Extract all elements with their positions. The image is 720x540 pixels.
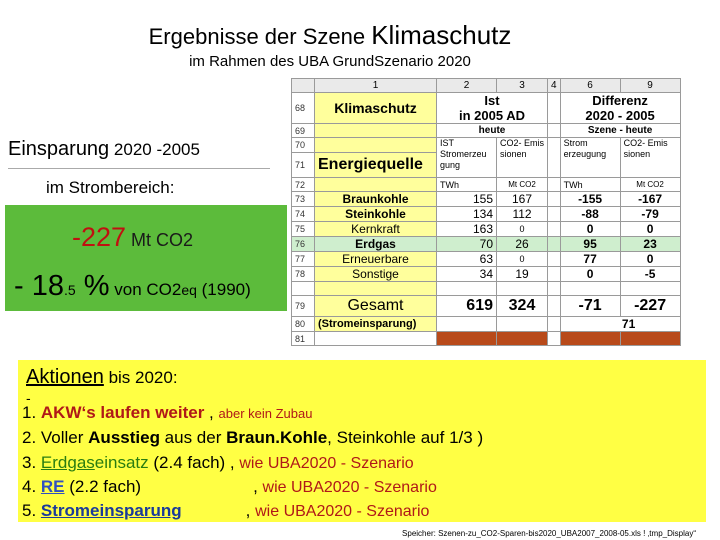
- total-row: [292, 296, 681, 317]
- aktionen-dot: -: [26, 390, 31, 406]
- diff-twh: -88: [560, 207, 620, 222]
- pct-eq: eq: [181, 282, 197, 298]
- diff-co2: -5: [620, 267, 680, 282]
- ist-strom-c: gung: [440, 160, 461, 170]
- table-row: [292, 267, 681, 282]
- empty-cell: [560, 282, 620, 296]
- slide-subtitle: im Rahmen des UBA GrundSzenario 2020: [189, 53, 471, 70]
- pct-sign: %: [75, 270, 110, 302]
- aktion-item-2: [22, 428, 483, 448]
- aktionen-title-rest: bis 2020:: [103, 368, 178, 387]
- aktion-num: 4.: [22, 477, 41, 496]
- co2-b: sionen: [500, 149, 527, 159]
- source-name: Erdgas: [315, 237, 437, 252]
- col-number: 2: [437, 79, 497, 93]
- aktion-uba: wie UBA2020 - Szenario: [255, 503, 430, 520]
- diff-co2: -167: [620, 192, 680, 207]
- spacer-cell: [548, 138, 561, 178]
- aktion-stromeinsparung: Stromeinsparung: [40, 501, 182, 520]
- aktion-item-4: [22, 477, 437, 497]
- aktionen-heading: [26, 366, 178, 389]
- row-number: 70: [292, 138, 315, 153]
- row-number: 76: [292, 237, 315, 252]
- aktion-text: (2.4 fach) ,: [148, 453, 240, 472]
- spacer-cell: [548, 332, 561, 346]
- diff-twh: 0: [560, 222, 620, 237]
- aktion-text: 2. Voller: [22, 428, 89, 447]
- row-number: 68: [292, 93, 315, 124]
- pct-dec: .5: [63, 282, 76, 298]
- spacer-cell: [548, 222, 561, 237]
- spacer-cell: [548, 93, 561, 124]
- last-row: [292, 332, 681, 346]
- aktion-item-5: [22, 501, 429, 521]
- aktion-ausstieg: Ausstieg: [88, 428, 160, 447]
- unit-twh: TWh: [560, 178, 620, 192]
- ist-strom-b: Stromerzeu: [440, 149, 487, 159]
- unit-twh: TWh: [437, 178, 497, 192]
- pct-int: - 18: [14, 270, 64, 302]
- aktion-text: aus der: [159, 428, 227, 447]
- aktion-text: , Steinkohle auf 1/3 ): [327, 428, 484, 447]
- table-row: [292, 207, 681, 222]
- spacer-cell: [548, 296, 561, 317]
- aktion-item-3: [22, 453, 414, 473]
- aktion-re: RE: [40, 477, 65, 496]
- total-diff-twh: -71: [560, 296, 620, 317]
- spacer-cell: [548, 252, 561, 267]
- ist-co2: 112: [497, 207, 548, 222]
- ist-header: [437, 93, 548, 124]
- row-number: 80: [292, 317, 315, 332]
- aktion-braunkohle: Braun.Kohle: [226, 428, 328, 447]
- empty-cell: [315, 332, 437, 346]
- ist-twh: 163: [437, 222, 497, 237]
- table-row: [292, 222, 681, 237]
- spacer-cell: [548, 267, 561, 282]
- column-number-row: [292, 79, 681, 93]
- aktion-sep: ,: [204, 403, 219, 422]
- strom-header: [560, 138, 620, 178]
- total-label: Gesamt: [315, 296, 437, 317]
- row-number: 73: [292, 192, 315, 207]
- row-number: 74: [292, 207, 315, 222]
- total-diff-co2: -227: [620, 296, 680, 317]
- empty-cell: [315, 178, 437, 192]
- spreadsheet-table: [291, 78, 681, 346]
- total-ist-co2: 324: [497, 296, 548, 317]
- spacer-cell: [548, 124, 561, 138]
- savings-mt-value: -227: [72, 222, 127, 252]
- co2-header-2: [620, 138, 680, 178]
- source-name: Kernkraft: [315, 222, 437, 237]
- diff-co2: 23: [620, 237, 680, 252]
- dark-marker: [560, 332, 620, 346]
- row-number: 72: [292, 178, 315, 192]
- szene-heute-label: Szene - heute: [560, 124, 680, 138]
- heute-label: heute: [437, 124, 548, 138]
- ist-twh: 34: [437, 267, 497, 282]
- diff-twh: 77: [560, 252, 620, 267]
- blank-row: [292, 138, 681, 153]
- aktionen-title: Aktionen: [26, 366, 104, 388]
- spacer-cell: [548, 178, 561, 192]
- aktion-erdgas: Erdgas: [40, 453, 95, 472]
- corner-cell: [292, 79, 315, 93]
- ist-strom-header: [437, 138, 497, 178]
- title-prefix: Ergebnisse der Szene: [148, 24, 366, 49]
- source-name: Erneuerbare: [315, 252, 437, 267]
- klimaschutz-header: Klimaschutz: [315, 93, 437, 124]
- diff-twh: -155: [560, 192, 620, 207]
- aktion-uba: wie UBA2020 - Szenario: [262, 479, 437, 496]
- ist-co2: 167: [497, 192, 548, 207]
- row-number: 71: [292, 153, 315, 178]
- row-number: 79: [292, 296, 315, 317]
- stromeinsparung-row: [292, 317, 681, 332]
- differenz-label: Differenz: [592, 93, 648, 108]
- col-number: 3: [497, 79, 548, 93]
- stromeinsparung-label: (Stromeinsparung): [315, 317, 437, 332]
- ist-co2: 0: [497, 252, 548, 267]
- co2-c: CO2- Emis: [623, 138, 668, 148]
- einsparung-years: 2020 -2005: [109, 140, 200, 159]
- unit-row: [292, 178, 681, 192]
- aktion-num: 5.: [22, 501, 41, 520]
- subheader-row: [292, 124, 681, 138]
- row-number: 75: [292, 222, 315, 237]
- co2-a: CO2- Emis: [500, 138, 545, 148]
- table-row: [292, 252, 681, 267]
- differenz-header: [560, 93, 680, 124]
- diff-twh: 0: [560, 267, 620, 282]
- col-number: 1: [315, 79, 437, 93]
- ist-co2: 0: [497, 222, 548, 237]
- co2-header: [497, 138, 548, 178]
- empty-cell: [437, 282, 497, 296]
- ist-twh: 134: [437, 207, 497, 222]
- spacer-cell: [548, 237, 561, 252]
- row-number: 81: [292, 332, 315, 346]
- aktion-akw: AKW‘s laufen weiter: [40, 403, 205, 422]
- ist-label: Ist: [484, 93, 500, 108]
- einsparung-heading: [8, 138, 270, 169]
- aktion-num: 3.: [22, 453, 41, 472]
- savings-mt-unit: Mt CO2: [126, 230, 194, 250]
- col-number: 9: [620, 79, 680, 93]
- spacer-cell: [548, 282, 561, 296]
- einsparung-label: Einsparung: [8, 138, 110, 160]
- unit-mt: Mt CO2: [497, 178, 548, 192]
- table-row: [292, 192, 681, 207]
- blank-row: [292, 282, 681, 296]
- spacer-cell: [548, 317, 561, 332]
- source-name: Steinkohle: [315, 207, 437, 222]
- table-row: [292, 237, 681, 252]
- ist-twh: 70: [437, 237, 497, 252]
- savings-percent: [14, 270, 251, 303]
- source-name: Sonstige: [315, 267, 437, 282]
- ist-twh: 63: [437, 252, 497, 267]
- empty-cell: [315, 138, 437, 153]
- title-main: Klimaschutz: [371, 20, 512, 50]
- co2-d: sionen: [623, 149, 651, 159]
- empty-cell: [497, 282, 548, 296]
- differenz-years: 2020 - 2005: [585, 108, 655, 123]
- aktion-uba: wie UBA2020 - Szenario: [239, 455, 414, 472]
- diff-co2: 0: [620, 252, 680, 267]
- row-number: 77: [292, 252, 315, 267]
- dark-marker: [620, 332, 680, 346]
- aktion-kein-zubau: aber kein Zubau: [218, 406, 313, 421]
- row-number: [292, 282, 315, 296]
- empty-cell: [437, 317, 497, 332]
- diff-twh: 95: [560, 237, 620, 252]
- empty-cell: [315, 124, 437, 138]
- aktion-text: (2.2 fach): [64, 477, 142, 496]
- aktion-sep: ,: [253, 477, 263, 496]
- strom-a: Strom: [563, 138, 588, 148]
- col-number: 4: [548, 79, 561, 93]
- strom-b: erzeugung: [563, 149, 607, 159]
- diff-co2: -79: [620, 207, 680, 222]
- stromeinsparung-value: 71: [560, 317, 680, 332]
- source-name: Braunkohle: [315, 192, 437, 207]
- diff-co2: 0: [620, 222, 680, 237]
- ist-co2: 26: [497, 237, 548, 252]
- ist-twh: 155: [437, 192, 497, 207]
- empty-cell: [620, 282, 680, 296]
- header-row: [292, 93, 681, 124]
- dark-marker: [437, 332, 497, 346]
- aktion-num: 1.: [22, 403, 41, 422]
- aktion-einsatz: einsatz: [94, 453, 149, 472]
- result-table: [291, 78, 696, 368]
- energiequelle-label: Energiequelle: [315, 153, 437, 178]
- pct-von: von CO2: [109, 280, 182, 299]
- source-footer: Speicher: Szenen-zu_CO2-Sparen-bis2020_UBA2007_2008-05.xls ! ‚tmp_Display“: [402, 529, 696, 538]
- unit-mt: Mt CO2: [620, 178, 680, 192]
- col-number: 6: [560, 79, 620, 93]
- aktion-sep: ,: [245, 501, 256, 520]
- spacer-cell: [548, 192, 561, 207]
- spacer-cell: [548, 207, 561, 222]
- pct-year: (1990): [196, 280, 251, 299]
- ist-year-label: in 2005 AD: [459, 108, 525, 123]
- empty-cell: [497, 317, 548, 332]
- dark-marker: [497, 332, 548, 346]
- row-number: 69: [292, 124, 315, 138]
- row-number: 78: [292, 267, 315, 282]
- ist-co2: 19: [497, 267, 548, 282]
- empty-cell: [315, 282, 437, 296]
- ist-strom-a: IST: [440, 138, 455, 148]
- total-ist-twh: 619: [437, 296, 497, 317]
- aktion-item-1: [22, 403, 312, 423]
- savings-mt: [72, 222, 193, 253]
- slide-title: [0, 20, 660, 51]
- strombereich-label: im Strombereich:: [46, 178, 175, 197]
